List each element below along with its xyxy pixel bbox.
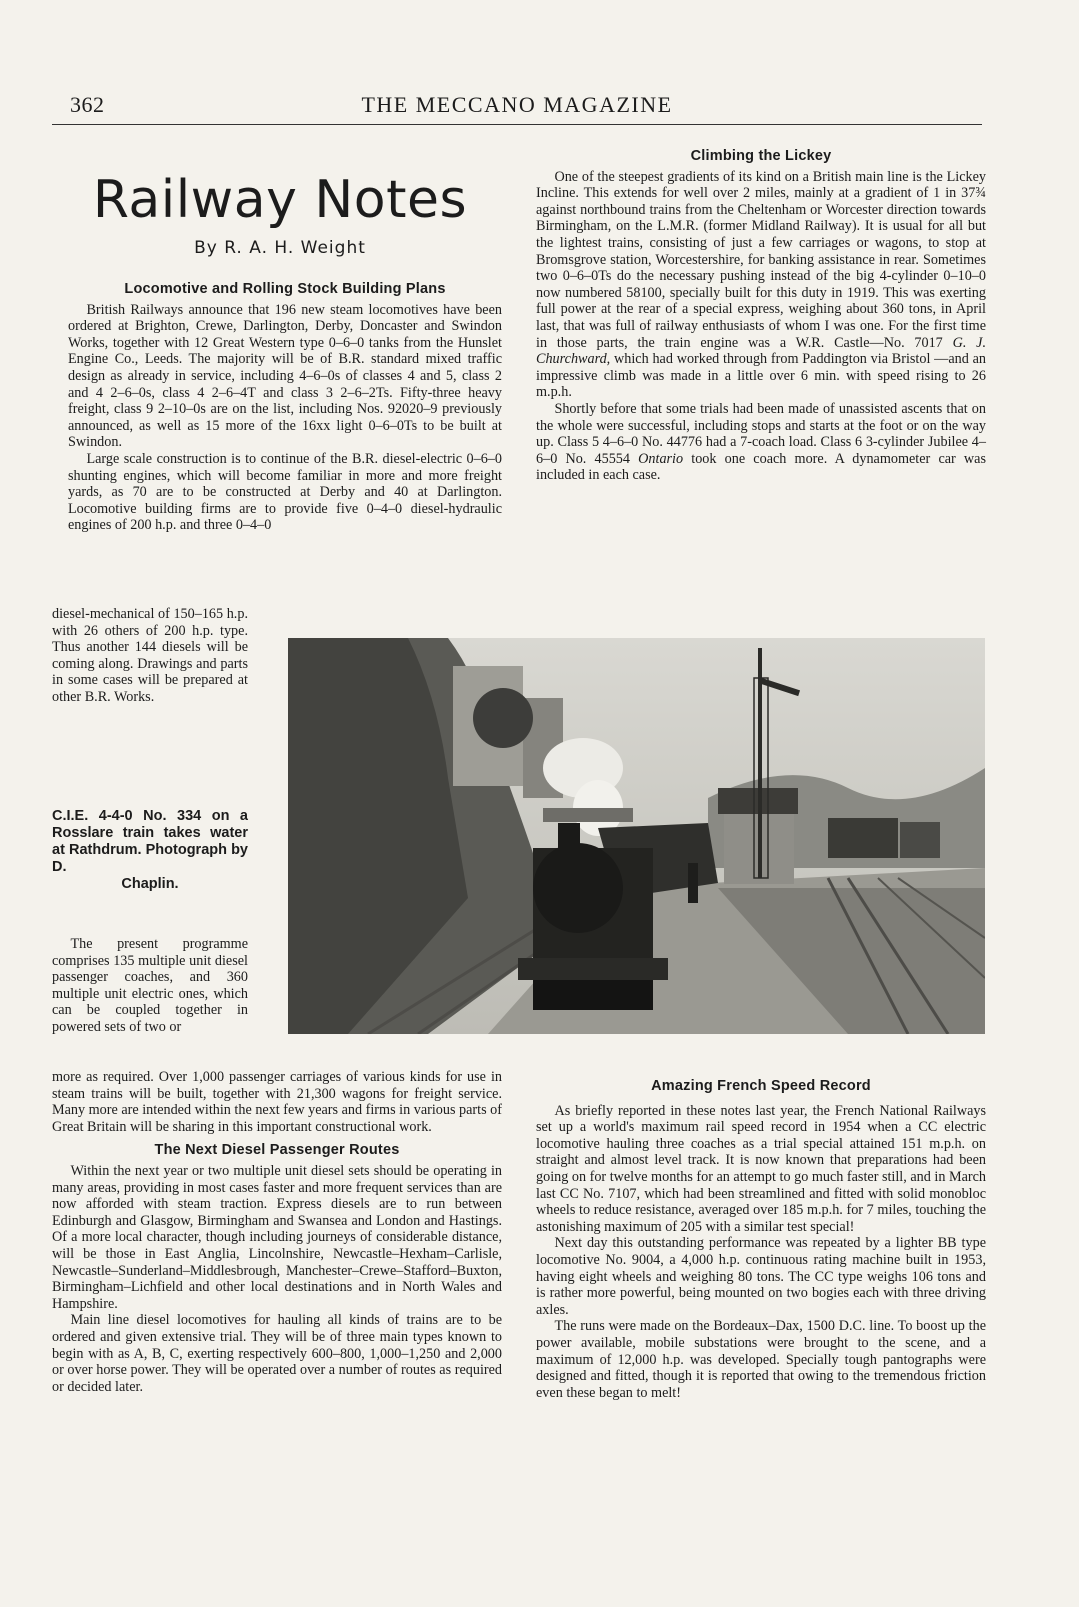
left-column-bottom xyxy=(52,1069,502,1395)
train-photo-illustration xyxy=(288,638,985,1034)
paragraph: As briefly reported in these notes last year, the French National Railways set up a world's maximum rail speed record in 1954 when a CC electric locomotive hauling three coaches as a trial special attained 151 m.p.h. on straight and almost level track. It is now known that preparations had been going on for twelve months for an attempt to go much faster still, and in March last CC No. 7107, which had been streamlined and fitted with solid monobloc wheels to reduce resistance, averaged over 185 m.p.h. for 7 miles, touching the astonishing maximum of 205 with a similar test special! xyxy=(536,1102,986,1235)
section-heading-diesel-routes: The Next Diesel Passenger Routes xyxy=(154,1142,400,1159)
paragraph xyxy=(536,169,986,401)
paragraph: more as required. Over 1,000 passenger carriages of various kinds for use in steam trains will be built, together with 21,300 wagons for freight service. Many more are intended within the next few years and firms in various parts of Great Britain will be sharing in this important constructional work. xyxy=(52,1069,502,1135)
left-column-top xyxy=(68,281,502,534)
photo-caption xyxy=(52,808,248,893)
paragraph: The runs were made on the Bordeaux–Dax, 1500 D.C. line. To boost up the power available, mobile substations were brought to the scene, and a maximum of 12,000 h.p. was developed. Specially tough pantographs were designed and fitted, though it is reported that owing to the tremendous friction even these began to melt! xyxy=(536,1318,986,1401)
page-header xyxy=(52,92,982,122)
narrow-text-upper: diesel-mechanical of 150–165 h.p. with 26 others of 200 h.p. type. Thus another 144 diesels will be coming along. Drawings and parts in some cases will be prepared at other B.R. Works. xyxy=(52,606,248,705)
paragraph: Within the next year or two multiple unit diesel sets should be operating in many areas, providing in most cases faster and more frequent services than are now afforded with steam traction. Express diesels are to run between Edinburgh and Glasgow, Birmingham and Swansea and London and Hastings. Of a more local character, though including journeys of considerable distance, will be those in East Anglia, Lincolnshire, Newcastle–Hexham–Carlisle, Newcastle–Sunderland–Middlesbrough, Manchester–Crewe–Stafford–Buxton, Birmingham–Lichfield and other local destinations and in North Wales and Hampshire. xyxy=(52,1162,502,1312)
byline: By R. A. H. Weight xyxy=(194,238,366,258)
paragraph xyxy=(536,401,986,484)
photo-caption-text: C.I.E. 4-4-0 No. 334 on a Rosslare train takes water at Rathdrum. Photograph by D. xyxy=(52,808,248,875)
locomotive-name: Ontario xyxy=(638,450,684,467)
article-title: Railway Notes xyxy=(92,170,468,230)
right-column-top xyxy=(536,148,986,484)
narrow-text-lower xyxy=(52,936,248,1036)
section-heading-lickey: Climbing the Lickey xyxy=(690,148,832,164)
text-run: took one coach more. A dynamometer car was included in each case. xyxy=(536,450,986,484)
paragraph: The present programme comprises 135 multiple unit diesel passenger coaches, and 360 multiple unit electric ones, which can be coupled together in powered sets of two or xyxy=(52,936,248,1035)
section-heading-french-record: Amazing French Speed Record xyxy=(651,1078,871,1094)
text-run: Shortly before that some trials had been made of unassisted ascents that on the whole were successful, including stops and starts at the foot or on the way up. Class 5 4–6–0 No. 44776 had a 7-coach load. Class 6 3-cylinder Jubilee 4–6–0 No. 45554 xyxy=(536,400,986,467)
page-number: 362 xyxy=(70,92,105,117)
paragraph: Main line diesel locomotives for hauling all kinds of trains are to be ordered and given extensive trial. They will be of three main types known to begin with as A, B, C, exerting respectively 600–800, 1,000–1,250 and 2,000 or over horse power. They will be operated over a number of routes as required or decided later. xyxy=(52,1312,502,1395)
header-rule xyxy=(52,124,982,125)
magazine-title: THE MECCANO MAGAZINE xyxy=(361,92,673,117)
text-run: which had worked through from Paddington via Bristol —and an impressive climb was made in a little over 6 min. with speed rising to 26 m.p.h. xyxy=(536,351,986,401)
paragraph: British Railways announce that 196 new steam locomotives have been ordered at Brighton, Crewe, Darlington, Derby, Doncaster and Swindon Works, together with 12 Great Western type 0–6–0 tanks from the Hunslet Engine Co., Leeds. The majority will be of B.R. standard mixed traffic design as already in service, including 4–6–0s of classes 4 and 5, class 2 and 4 2–6–0s, class 4 2–6–4T and class 3 2–6–2Ts. Fifty-three heavy freight, class 9 2–10–0s are on the list, including Nos. 92020–9 previously announced, as well as 15 more of the 16xx light 0–6–0Ts to be built at Swindon. xyxy=(68,301,502,451)
text-run: One of the steepest gradients of its kind on a British main line is the Lickey Incline. This extends for well over 2 miles, mainly at a gradient of 1 in 37¾ against northbound trains from the Cheltenham or Worcester direction towards Birmingham, on the L.M.R. (former Midland Railway). It is usual for all but the lightest trains, consisting of just a few carriages or wagons, to stop at Bromsgrove station, Worcestershire, for banking assistance in rear. Sometimes two 0–6–0Ts do the necessary pushing instead of the big 4-cylinder 0–10–0 now numbered 58100, specially built for this duty in 1919. This was exerting full power at the rear of a special express, weighing about 360 tons, in April last, that was full of railway enthusiasts of whom I was one. For the first time in those parts, the train engine was a W.R. Castle—No. 7017 xyxy=(536,168,986,351)
paragraph: Next day this outstanding performance was repeated by a lighter BB type locomotive No. 9004, a 4,000 h.p. continuous rating machine built in 1953, having eight wheels and weighing 80 tons. The CC type weighs 106 tons and is rather more powerful, being mounted on two bogies each with three driving axles. xyxy=(536,1235,986,1318)
paragraph: Large scale construction is to continue of the B.R. diesel-electric 0–6–0 shunting engines, which will become familiar in more and more freight yards, as 70 are to be constructed at Derby and 40 at Darlington. Locomotive building firms are to provide five 0–4–0 diesel-hydraulic engines of 200 h.p. and three 0–4–0 xyxy=(68,450,502,534)
photo-caption-credit: Chaplin. xyxy=(121,876,179,892)
section-heading-building-plans: Locomotive and Rolling Stock Building Plans xyxy=(124,281,446,297)
train-photograph xyxy=(288,638,985,1034)
locomotive-name: G. J. Churchward, xyxy=(536,334,987,368)
right-column-bottom xyxy=(536,1078,986,1401)
